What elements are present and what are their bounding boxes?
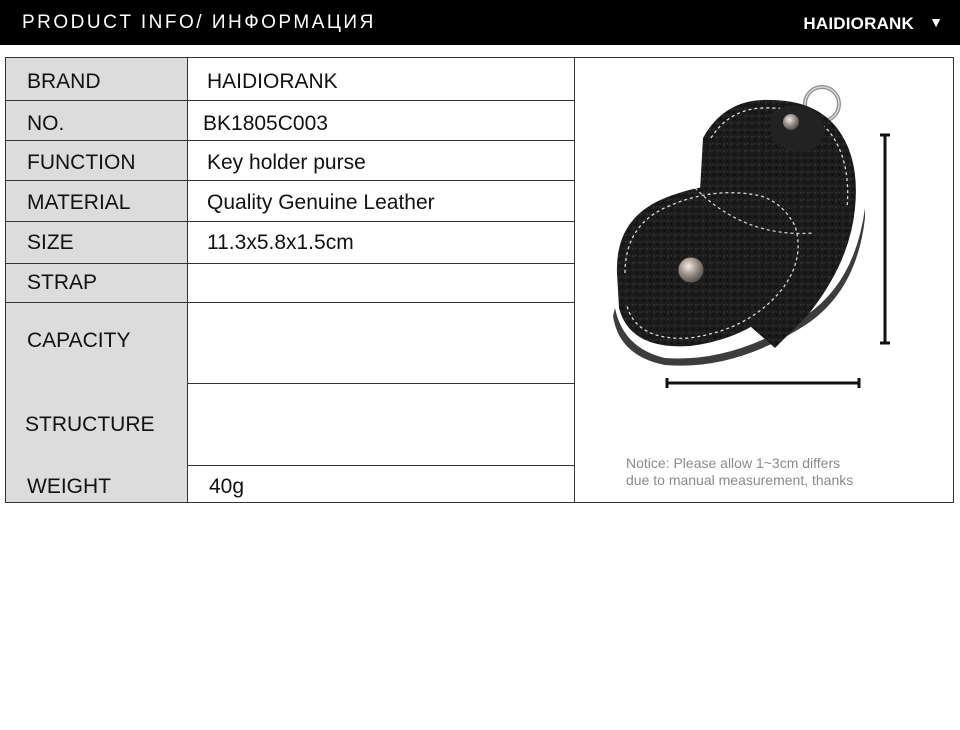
spec-value-no: BK1805C003 bbox=[203, 112, 328, 135]
row-divider bbox=[6, 221, 188, 222]
spec-label-strap: STRAP bbox=[27, 271, 98, 294]
spec-label-weight: WEIGHT bbox=[27, 475, 111, 498]
spec-value-material: Quality Genuine Leather bbox=[207, 191, 435, 214]
spec-label-size: SIZE bbox=[27, 231, 74, 254]
header-bar bbox=[0, 0, 960, 45]
spec-labels-column bbox=[6, 58, 188, 502]
spec-value-brand: HAIDIORANK bbox=[207, 70, 338, 93]
row-divider bbox=[6, 263, 188, 264]
row-divider bbox=[6, 302, 188, 303]
notice-line-1: Notice: Please allow 1~3cm differs bbox=[626, 455, 841, 471]
row-divider bbox=[188, 221, 575, 222]
row-divider bbox=[6, 100, 188, 101]
spec-label-material: MATERIAL bbox=[27, 191, 131, 214]
product-spec-table bbox=[5, 57, 954, 503]
page-title: PRODUCT INFO/ ИНФОРМАЦИЯ bbox=[22, 12, 376, 33]
spec-label-brand: BRAND bbox=[27, 70, 101, 93]
row-divider bbox=[188, 465, 575, 466]
row-divider bbox=[188, 383, 575, 384]
notice-line-2: due to manual measurement, thanks bbox=[626, 472, 854, 488]
spec-label-no: NO. bbox=[27, 112, 65, 135]
spec-label-function: FUNCTION bbox=[27, 151, 136, 174]
measurement-notice bbox=[626, 455, 946, 489]
spec-value-weight: 40g bbox=[209, 475, 245, 498]
row-divider bbox=[188, 180, 575, 181]
row-divider bbox=[6, 180, 188, 181]
row-divider bbox=[6, 140, 188, 141]
brand-name[interactable]: HAIDIORANK bbox=[803, 14, 914, 33]
row-divider bbox=[188, 140, 575, 141]
spec-value-size: 11.3x5.8x1.5cm bbox=[207, 231, 354, 254]
row-divider bbox=[188, 100, 575, 101]
row-divider bbox=[188, 263, 575, 264]
key-holder-photo bbox=[575, 58, 953, 448]
spec-label-structure: STRUCTURE bbox=[25, 413, 155, 436]
spec-value-function: Key holder purse bbox=[207, 151, 366, 174]
spec-values-column bbox=[188, 58, 575, 502]
product-image-panel bbox=[575, 58, 953, 502]
spec-label-capacity: CAPACITY bbox=[27, 329, 131, 352]
row-divider bbox=[188, 302, 575, 303]
triangle-down-icon[interactable]: ▼ bbox=[929, 14, 943, 30]
